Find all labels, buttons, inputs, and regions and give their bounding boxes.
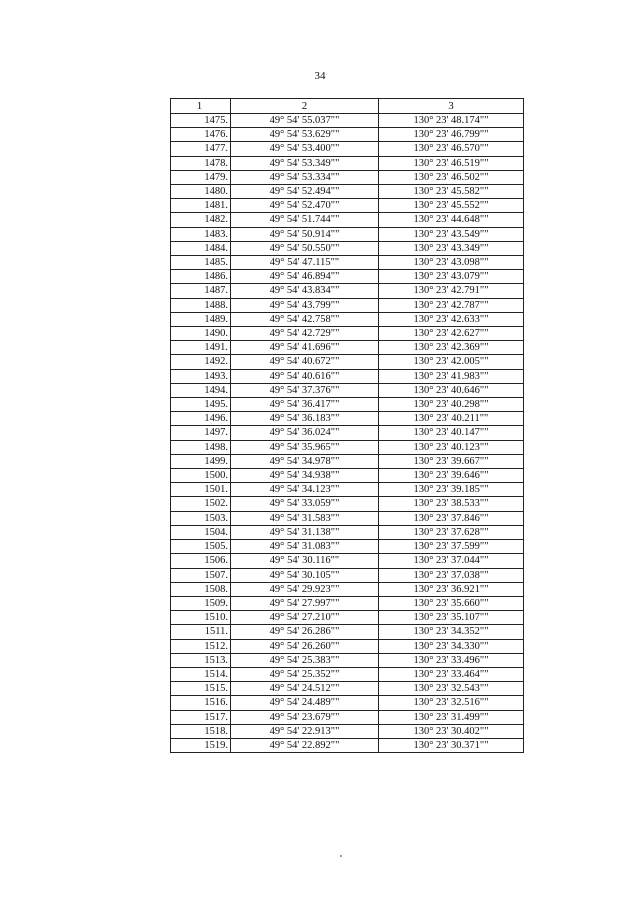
latitude-cell: 49° 54' 22.913"" — [231, 724, 379, 738]
latitude-cell: 49° 54' 25.383"" — [231, 653, 379, 667]
table-row — [171, 298, 524, 312]
point-number-cell: 1517. — [171, 710, 231, 724]
longitude-cell: 130° 23' 38.533"" — [379, 497, 524, 511]
point-number-cell: 1498. — [171, 440, 231, 454]
table-row — [171, 738, 524, 752]
longitude-cell: 130° 23' 37.628"" — [379, 525, 524, 539]
latitude-cell: 49° 54' 36.183"" — [231, 412, 379, 426]
latitude-cell: 49° 54' 27.210"" — [231, 611, 379, 625]
table-row — [171, 355, 524, 369]
table-row — [171, 653, 524, 667]
point-number-cell: 1509. — [171, 596, 231, 610]
table-row — [171, 540, 524, 554]
speck — [340, 855, 342, 857]
table-row — [171, 454, 524, 468]
longitude-cell: 130° 23' 43.098"" — [379, 256, 524, 270]
latitude-cell: 49° 54' 53.334"" — [231, 170, 379, 184]
point-number-cell: 1476. — [171, 128, 231, 142]
column-header-number: 1 — [171, 99, 231, 114]
latitude-cell: 49° 54' 33.059"" — [231, 497, 379, 511]
point-number-cell: 1500. — [171, 469, 231, 483]
point-number-cell: 1494. — [171, 383, 231, 397]
latitude-cell: 49° 54' 36.024"" — [231, 426, 379, 440]
longitude-cell: 130° 23' 45.582"" — [379, 185, 524, 199]
latitude-cell: 49° 54' 26.286"" — [231, 625, 379, 639]
table-row — [171, 426, 524, 440]
table-row — [171, 227, 524, 241]
table-row — [171, 312, 524, 326]
table-row — [171, 128, 524, 142]
longitude-cell: 130° 23' 40.211"" — [379, 412, 524, 426]
longitude-cell: 130° 23' 31.499"" — [379, 710, 524, 724]
longitude-cell: 130° 23' 46.519"" — [379, 156, 524, 170]
table-row — [171, 327, 524, 341]
table-row — [171, 625, 524, 639]
longitude-cell: 130° 23' 39.667"" — [379, 454, 524, 468]
point-number-cell: 1496. — [171, 412, 231, 426]
longitude-cell: 130° 23' 42.633"" — [379, 312, 524, 326]
latitude-cell: 49° 54' 50.550"" — [231, 241, 379, 255]
latitude-cell: 49° 54' 52.494"" — [231, 185, 379, 199]
latitude-cell: 49° 54' 23.679"" — [231, 710, 379, 724]
latitude-cell: 49° 54' 51.744"" — [231, 213, 379, 227]
latitude-cell: 49° 54' 52.470"" — [231, 199, 379, 213]
table-row — [171, 398, 524, 412]
latitude-cell: 49° 54' 34.978"" — [231, 454, 379, 468]
column-header-longitude: 3 — [379, 99, 524, 114]
column-header-latitude: 2 — [231, 99, 379, 114]
latitude-cell: 49° 54' 22.892"" — [231, 738, 379, 752]
table-row — [171, 114, 524, 128]
point-number-cell: 1490. — [171, 327, 231, 341]
table-row — [171, 170, 524, 184]
longitude-cell: 130° 23' 43.079"" — [379, 270, 524, 284]
point-number-cell: 1518. — [171, 724, 231, 738]
point-number-cell: 1497. — [171, 426, 231, 440]
latitude-cell: 49° 54' 42.729"" — [231, 327, 379, 341]
latitude-cell: 49° 54' 47.115"" — [231, 256, 379, 270]
longitude-cell: 130° 23' 42.005"" — [379, 355, 524, 369]
longitude-cell: 130° 23' 30.402"" — [379, 724, 524, 738]
latitude-cell: 49° 54' 31.138"" — [231, 525, 379, 539]
latitude-cell: 49° 54' 36.417"" — [231, 398, 379, 412]
table-row — [171, 142, 524, 156]
longitude-cell: 130° 23' 42.791"" — [379, 284, 524, 298]
table-header-row — [171, 99, 524, 114]
longitude-cell: 130° 23' 37.038"" — [379, 568, 524, 582]
point-number-cell: 1508. — [171, 582, 231, 596]
longitude-cell: 130° 23' 44.648"" — [379, 213, 524, 227]
longitude-cell: 130° 23' 33.464"" — [379, 667, 524, 681]
table-row — [171, 256, 524, 270]
point-number-cell: 1503. — [171, 511, 231, 525]
table-row — [171, 270, 524, 284]
point-number-cell: 1505. — [171, 540, 231, 554]
longitude-cell: 130° 23' 34.352"" — [379, 625, 524, 639]
coordinates-table — [170, 98, 524, 753]
table-row — [171, 383, 524, 397]
table-row — [171, 284, 524, 298]
latitude-cell: 49° 54' 46.894"" — [231, 270, 379, 284]
table-row — [171, 724, 524, 738]
latitude-cell: 49° 54' 35.965"" — [231, 440, 379, 454]
table-row — [171, 412, 524, 426]
table-row — [171, 639, 524, 653]
point-number-cell: 1489. — [171, 312, 231, 326]
latitude-cell: 49° 54' 31.083"" — [231, 540, 379, 554]
page-number: 34 — [314, 70, 326, 82]
point-number-cell: 1487. — [171, 284, 231, 298]
table-row — [171, 156, 524, 170]
table-row — [171, 241, 524, 255]
longitude-cell: 130° 23' 39.646"" — [379, 469, 524, 483]
table-row — [171, 582, 524, 596]
latitude-cell: 49° 54' 34.123"" — [231, 483, 379, 497]
point-number-cell: 1512. — [171, 639, 231, 653]
latitude-cell: 49° 54' 24.512"" — [231, 682, 379, 696]
longitude-cell: 130° 23' 37.599"" — [379, 540, 524, 554]
longitude-cell: 130° 23' 32.543"" — [379, 682, 524, 696]
longitude-cell: 130° 23' 43.549"" — [379, 227, 524, 241]
latitude-cell: 49° 54' 42.758"" — [231, 312, 379, 326]
longitude-cell: 130° 23' 30.371"" — [379, 738, 524, 752]
point-number-cell: 1507. — [171, 568, 231, 582]
point-number-cell: 1510. — [171, 611, 231, 625]
longitude-cell: 130° 23' 46.502"" — [379, 170, 524, 184]
point-number-cell: 1475. — [171, 114, 231, 128]
table-row — [171, 525, 524, 539]
longitude-cell: 130° 23' 48.174"" — [379, 114, 524, 128]
longitude-cell: 130° 23' 40.123"" — [379, 440, 524, 454]
latitude-cell: 49° 54' 40.672"" — [231, 355, 379, 369]
longitude-cell: 130° 23' 33.496"" — [379, 653, 524, 667]
longitude-cell: 130° 23' 35.660"" — [379, 596, 524, 610]
point-number-cell: 1483. — [171, 227, 231, 241]
point-number-cell: 1513. — [171, 653, 231, 667]
table-row — [171, 611, 524, 625]
table-row — [171, 511, 524, 525]
point-number-cell: 1480. — [171, 185, 231, 199]
latitude-cell: 49° 54' 25.352"" — [231, 667, 379, 681]
latitude-cell: 49° 54' 53.349"" — [231, 156, 379, 170]
longitude-cell: 130° 23' 39.185"" — [379, 483, 524, 497]
point-number-cell: 1511. — [171, 625, 231, 639]
table-row — [171, 568, 524, 582]
point-number-cell: 1506. — [171, 554, 231, 568]
table-row — [171, 554, 524, 568]
table-row — [171, 710, 524, 724]
table-row — [171, 469, 524, 483]
table-row — [171, 696, 524, 710]
table-body — [171, 114, 524, 753]
table-row — [171, 667, 524, 681]
latitude-cell: 49° 54' 43.834"" — [231, 284, 379, 298]
table-row — [171, 369, 524, 383]
point-number-cell: 1492. — [171, 355, 231, 369]
longitude-cell: 130° 23' 37.846"" — [379, 511, 524, 525]
longitude-cell: 130° 23' 35.107"" — [379, 611, 524, 625]
point-number-cell: 1504. — [171, 525, 231, 539]
longitude-cell: 130° 23' 32.516"" — [379, 696, 524, 710]
latitude-cell: 49° 54' 55.037"" — [231, 114, 379, 128]
longitude-cell: 130° 23' 46.570"" — [379, 142, 524, 156]
longitude-cell: 130° 23' 40.646"" — [379, 383, 524, 397]
latitude-cell: 49° 54' 26.260"" — [231, 639, 379, 653]
point-number-cell: 1519. — [171, 738, 231, 752]
point-number-cell: 1477. — [171, 142, 231, 156]
table-row — [171, 440, 524, 454]
longitude-cell: 130° 23' 42.627"" — [379, 327, 524, 341]
point-number-cell: 1482. — [171, 213, 231, 227]
point-number-cell: 1488. — [171, 298, 231, 312]
table-row — [171, 199, 524, 213]
point-number-cell: 1515. — [171, 682, 231, 696]
point-number-cell: 1478. — [171, 156, 231, 170]
point-number-cell: 1481. — [171, 199, 231, 213]
point-number-cell: 1516. — [171, 696, 231, 710]
latitude-cell: 49° 54' 43.799"" — [231, 298, 379, 312]
longitude-cell: 130° 23' 37.044"" — [379, 554, 524, 568]
point-number-cell: 1486. — [171, 270, 231, 284]
latitude-cell: 49° 54' 30.116"" — [231, 554, 379, 568]
point-number-cell: 1514. — [171, 667, 231, 681]
latitude-cell: 49° 54' 41.696"" — [231, 341, 379, 355]
point-number-cell: 1493. — [171, 369, 231, 383]
table-row — [171, 213, 524, 227]
longitude-cell: 130° 23' 46.799"" — [379, 128, 524, 142]
latitude-cell: 49° 54' 31.583"" — [231, 511, 379, 525]
point-number-cell: 1499. — [171, 454, 231, 468]
table-row — [171, 596, 524, 610]
longitude-cell: 130° 23' 36.921"" — [379, 582, 524, 596]
point-number-cell: 1484. — [171, 241, 231, 255]
latitude-cell: 49° 54' 29.923"" — [231, 582, 379, 596]
latitude-cell: 49° 54' 37.376"" — [231, 383, 379, 397]
latitude-cell: 49° 54' 24.489"" — [231, 696, 379, 710]
table-row — [171, 341, 524, 355]
longitude-cell: 130° 23' 41.983"" — [379, 369, 524, 383]
longitude-cell: 130° 23' 40.147"" — [379, 426, 524, 440]
latitude-cell: 49° 54' 34.938"" — [231, 469, 379, 483]
point-number-cell: 1485. — [171, 256, 231, 270]
point-number-cell: 1495. — [171, 398, 231, 412]
table-row — [171, 497, 524, 511]
latitude-cell: 49° 54' 40.616"" — [231, 369, 379, 383]
table-row — [171, 483, 524, 497]
latitude-cell: 49° 54' 30.105"" — [231, 568, 379, 582]
longitude-cell: 130° 23' 43.349"" — [379, 241, 524, 255]
longitude-cell: 130° 23' 34.330"" — [379, 639, 524, 653]
point-number-cell: 1479. — [171, 170, 231, 184]
point-number-cell: 1491. — [171, 341, 231, 355]
longitude-cell: 130° 23' 42.787"" — [379, 298, 524, 312]
point-number-cell: 1502. — [171, 497, 231, 511]
longitude-cell: 130° 23' 40.298"" — [379, 398, 524, 412]
latitude-cell: 49° 54' 27.997"" — [231, 596, 379, 610]
table-row — [171, 185, 524, 199]
latitude-cell: 49° 54' 53.400"" — [231, 142, 379, 156]
longitude-cell: 130° 23' 42.369"" — [379, 341, 524, 355]
latitude-cell: 49° 54' 50.914"" — [231, 227, 379, 241]
latitude-cell: 49° 54' 53.629"" — [231, 128, 379, 142]
longitude-cell: 130° 23' 45.552"" — [379, 199, 524, 213]
point-number-cell: 1501. — [171, 483, 231, 497]
table-row — [171, 682, 524, 696]
